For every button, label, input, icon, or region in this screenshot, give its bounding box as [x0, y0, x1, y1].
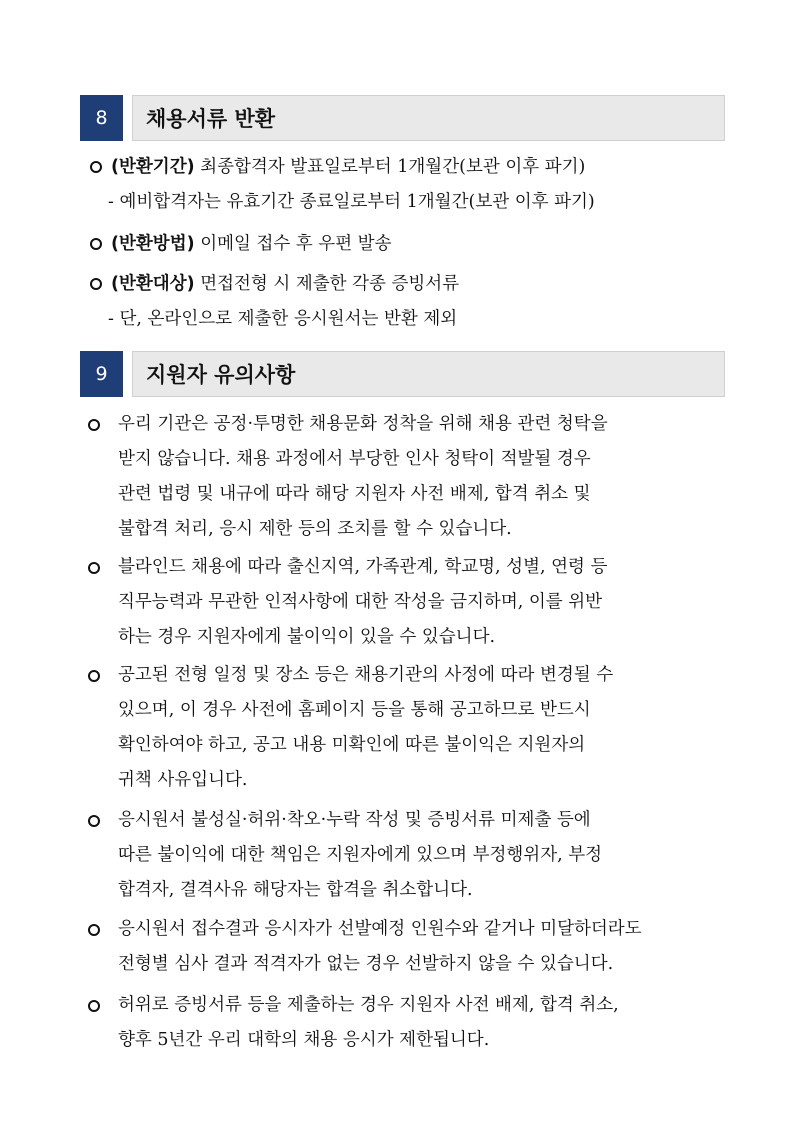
notice-item: [88, 407, 608, 547]
list-item: [90, 276, 459, 294]
notice-line: 귀책 사유입니다.: [118, 770, 248, 790]
item-text: 이메일 접수 후 우편 발송: [194, 234, 392, 254]
sub-item: - 예비합격자는 유효기간 종료일로부터 1개월간(보관 이후 파기): [108, 192, 595, 212]
circle-bullet-icon: [90, 278, 102, 290]
section-8-header: [80, 95, 725, 141]
section-number: 8: [80, 95, 123, 141]
notice-item: [88, 912, 642, 982]
notice-line: 응시원서 불성실·허위·착오·누락 작성 및 증빙서류 미제출 등에: [118, 810, 591, 830]
section-title: 지원자 유의사항: [132, 351, 725, 397]
notice-line: 하는 경우 지원자에게 불이익이 있을 수 있습니다.: [118, 627, 496, 647]
notice-line: 합격자, 결격사유 해당자는 합격을 취소합니다.: [118, 880, 473, 900]
circle-bullet-icon: [90, 161, 102, 173]
notice-line: 있으며, 이 경우 사전에 홈페이지 등을 통해 공고하므로 반드시: [118, 700, 591, 720]
section-9-header: [80, 351, 725, 397]
notice-item: [88, 658, 613, 798]
item-text: 면접전형 시 제출한 각종 증빙서류: [194, 274, 460, 294]
notice-line: 따른 불이익에 대한 책임은 지원자에게 있으며 부정행위자, 부정: [118, 845, 603, 865]
item-label: (반환대상): [111, 274, 195, 294]
notice-item: [88, 988, 619, 1058]
circle-bullet-icon: [90, 238, 102, 250]
section-title: 채용서류 반환: [132, 95, 725, 141]
notice-item: [88, 803, 602, 908]
notice-item: [88, 550, 607, 655]
circle-bullet-icon: [88, 924, 100, 936]
notice-line: 응시원서 접수결과 응시자가 선발예정 인원수와 같거나 미달하더라도: [118, 919, 642, 939]
notice-line: 직무능력과 무관한 인적사항에 대한 작성을 금지하며, 이를 위반: [118, 592, 603, 612]
item-label: (반환기간): [111, 157, 195, 177]
circle-bullet-icon: [88, 419, 100, 431]
sub-item: - 단, 온라인으로 제출한 응시원서는 반환 제외: [108, 309, 458, 329]
item-label: (반환방법): [111, 234, 195, 254]
notice-line: 관련 법령 및 내규에 따라 해당 지원자 사전 배제, 합격 취소 및: [118, 484, 591, 504]
list-item: [90, 236, 392, 254]
notice-line: 허위로 증빙서류 등을 제출하는 경우 지원자 사전 배제, 합격 취소,: [118, 995, 619, 1015]
notice-line: 공고된 전형 일정 및 장소 등은 채용기관의 사정에 따라 변경될 수: [118, 665, 614, 685]
notice-line: 불합격 처리, 응시 제한 등의 조치를 할 수 있습니다.: [118, 519, 512, 539]
notice-line: 블라인드 채용에 따라 출신지역, 가족관계, 학교명, 성별, 연령 등: [118, 557, 608, 577]
item-text: 최종합격자 발표일로부터 1개월간(보관 이후 파기): [194, 157, 586, 177]
circle-bullet-icon: [88, 815, 100, 827]
notice-line: 확인하여야 하고, 공고 내용 미확인에 따른 불이익은 지원자의: [118, 735, 586, 755]
circle-bullet-icon: [88, 562, 100, 574]
section-number: 9: [80, 351, 123, 397]
notice-line: 향후 5년간 우리 대학의 채용 응시가 제한됩니다.: [118, 1030, 490, 1050]
circle-bullet-icon: [88, 1000, 100, 1012]
notice-line: 우리 기관은 공정·투명한 채용문화 정착을 위해 채용 관련 청탁을: [118, 414, 608, 434]
circle-bullet-icon: [88, 670, 100, 682]
notice-line: 전형별 심사 결과 적격자가 없는 경우 선발하지 않을 수 있습니다.: [118, 954, 614, 974]
notice-line: 받지 않습니다. 채용 과정에서 부당한 인사 청탁이 적발될 경우: [118, 449, 591, 469]
list-item: [90, 159, 585, 177]
